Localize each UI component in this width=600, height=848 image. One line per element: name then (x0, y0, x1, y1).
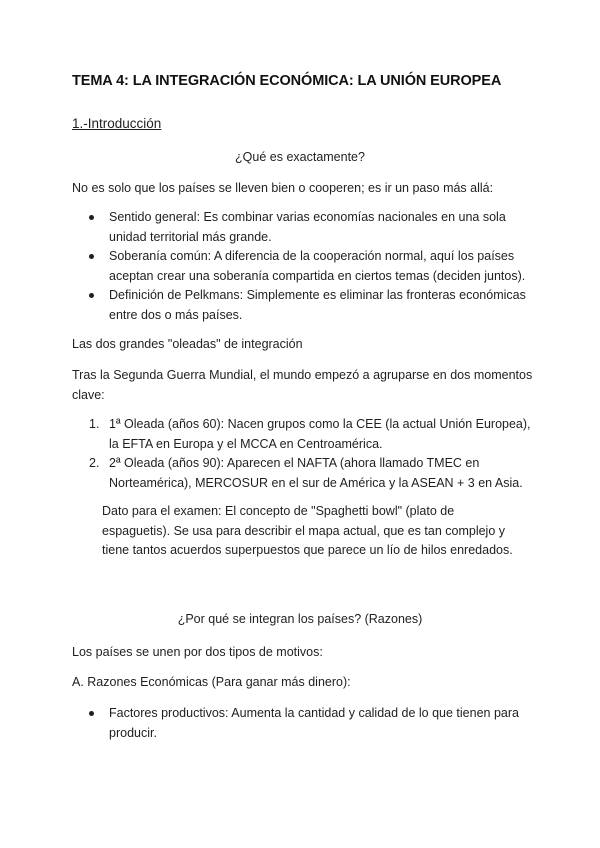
bullet-icon (89, 293, 94, 298)
list-item (72, 247, 542, 286)
list-item-number: 2. (89, 456, 100, 470)
intro-paragraph: No es solo que los países se lleven bien o cooperen; es ir un paso más allá: (72, 181, 494, 195)
definition-bullet-list (72, 208, 542, 325)
section-heading-introduccion: 1.-Introducción (72, 116, 162, 131)
list-item-text: Sentido general: Es combinar varias economías nacionales en una sola unidad territorial más grande. (109, 210, 506, 244)
list-item (72, 454, 542, 493)
reasons-intro-paragraph: Los países se unen por dos tipos de motivos: (72, 645, 323, 659)
list-item-text: Definición de Pelkmans: Simplemente es eliminar las fronteras económicas entre dos o más países. (109, 288, 526, 322)
list-item-text: Factores productivos: Aumenta la cantidad y calidad de lo que tienen para producir. (109, 706, 519, 740)
list-item (72, 704, 542, 743)
document-title: TEMA 4: LA INTEGRACIÓN ECONÓMICA: LA UNIÓN EUROPEA (72, 73, 502, 89)
list-item (72, 208, 542, 247)
list-item (72, 415, 542, 454)
list-item-text: 2ª Oleada (años 90): Aparecen el NAFTA (ahora llamado TMEC en Norteamérica), MERCOSUR en el sur de América y la ASEAN + 3 en Asia. (109, 456, 523, 490)
list-item-number: 1. (89, 417, 100, 431)
list-item-text: Soberanía común: A diferencia de la cooperación normal, aquí los países aceptan crear una soberanía compartida en ciertos temas (deciden juntos). (109, 249, 526, 283)
economic-reasons-bullet-list (72, 704, 542, 743)
list-item-text: 1ª Oleada (años 60): Nacen grupos como la CEE (la actual Unión Europea), la EFTA en Europa y el MCCA en Centroamérica. (109, 417, 531, 451)
list-item (72, 286, 542, 325)
economic-reasons-heading: A. Razones Económicas (Para ganar más dinero): (72, 675, 351, 689)
exam-note: Dato para el examen: El concepto de "Spaghetti bowl" (plato de espaguetis). Se usa para describir el mapa actual, que es tan complejo y tiene tantos acuerdos superpuestos que parece un lío de hilos enredados. (102, 504, 513, 557)
waves-numbered-list (72, 415, 542, 493)
question-heading-que-es: ¿Qué es exactamente? (235, 150, 365, 164)
question-heading-por-que: ¿Por qué se integran los países? (Razones) (177, 612, 423, 626)
waves-heading: Las dos grandes "oleadas" de integración (72, 337, 303, 351)
bullet-icon (89, 254, 94, 259)
bullet-icon (89, 215, 94, 220)
waves-intro-paragraph: Tras la Segunda Guerra Mundial, el mundo empezó a agruparse en dos momentos clave: (72, 368, 533, 402)
bullet-icon (89, 711, 94, 716)
